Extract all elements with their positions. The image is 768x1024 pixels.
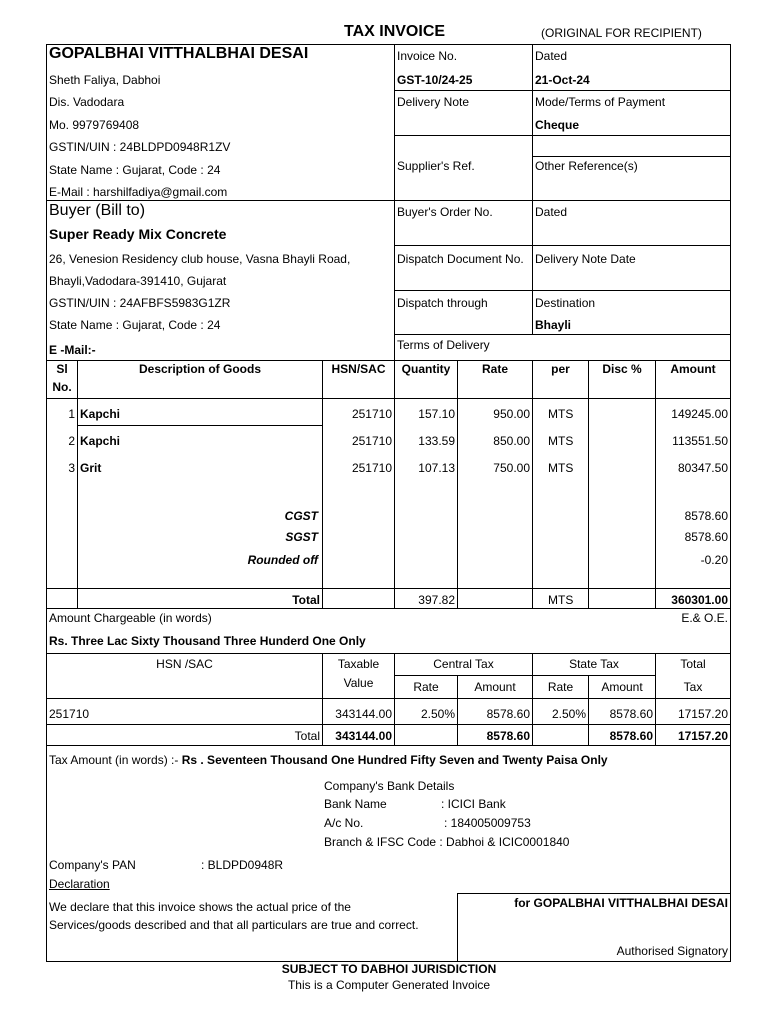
declaration-line1: We declare that this invoice shows the actual price of the xyxy=(49,900,351,914)
item-hsn: 251710 xyxy=(351,407,392,421)
seller-gstin: GSTIN/UIN : 24BLDPD0948R1ZV xyxy=(49,140,231,154)
taxable-header-line2: Value xyxy=(343,676,374,690)
item-per: MTS xyxy=(548,407,574,421)
dated-label: Dated xyxy=(535,49,568,63)
item-qty: 107.13 xyxy=(418,461,455,475)
bank-heading: Company's Bank Details xyxy=(324,779,455,793)
other-ref-label: Other Reference(s) xyxy=(535,159,638,173)
item-qty: 133.59 xyxy=(418,434,455,448)
central-amount-header: Amount xyxy=(474,680,516,694)
buyer-email: E -Mail:- xyxy=(49,343,96,357)
item-sl: 3 xyxy=(68,461,75,475)
amount-words-label: Amount Chargeable (in words) xyxy=(49,611,212,625)
seller-name: GOPALBHAI VITTHALBHAI DESAI xyxy=(49,45,309,62)
tax-row-taxable: 343144.00 xyxy=(335,707,392,721)
state-amount-header: Amount xyxy=(601,680,643,694)
order-dated-label: Dated xyxy=(535,205,568,219)
tax-row-central-rate: 2.50% xyxy=(420,707,455,721)
seller-email: E-Mail : harshilfadiya@gmail.com xyxy=(49,185,228,199)
payment-mode-value: Cheque xyxy=(535,118,580,132)
destination-value: Bhayli xyxy=(535,318,572,332)
taxable-header-line1: Taxable xyxy=(337,657,380,671)
rounded-off-amount: -0.20 xyxy=(700,553,728,567)
destination-label: Destination xyxy=(535,296,596,310)
seller-address-line1: Sheth Faliya, Dabhoi xyxy=(49,73,161,87)
tax-row-state-rate: 2.50% xyxy=(551,707,586,721)
sgst-label: SGST xyxy=(285,530,318,544)
central-rate-header: Rate xyxy=(413,680,439,694)
suppliers-ref-label: Supplier's Ref. xyxy=(397,159,475,173)
jurisdiction-note: SUBJECT TO DABHOI JURISDICTION xyxy=(281,962,497,976)
seller-address-line2: Dis. Vadodara xyxy=(49,95,125,109)
col-rate: Rate xyxy=(481,362,508,376)
dated-value: 21-Oct-24 xyxy=(535,73,590,87)
pan-value: : BLDPD0948R xyxy=(201,858,284,872)
dispatch-through-label: Dispatch through xyxy=(397,296,488,310)
tax-words-value: Rs . Seventeen Thousand One Hundred Fifty Seven and Twenty Paisa Only xyxy=(181,753,608,767)
delivery-note-label: Delivery Note xyxy=(397,95,470,109)
tax-words-label: Tax Amount (in words) :- xyxy=(49,753,182,767)
item-sl: 2 xyxy=(68,434,75,448)
item-hsn: 251710 xyxy=(351,434,392,448)
buyers-order-label: Buyer's Order No. xyxy=(397,205,493,219)
authorised-signatory: Authorised Signatory xyxy=(616,944,728,958)
item-qty: 157.10 xyxy=(418,407,455,421)
tax-total-label: Total xyxy=(294,729,320,743)
item-rate: 850.00 xyxy=(493,434,530,448)
col-disc: Disc % xyxy=(602,362,642,376)
item-rate: 950.00 xyxy=(493,407,530,421)
item-amount: 80347.50 xyxy=(677,461,728,475)
total-tax-header-line1: Total xyxy=(680,657,706,671)
buyer-name: Super Ready Mix Concrete xyxy=(49,226,227,242)
item-per: MTS xyxy=(548,434,574,448)
total-quantity: 397.82 xyxy=(418,593,455,607)
terms-of-delivery-label: Terms of Delivery xyxy=(397,338,490,352)
total-label: Total xyxy=(292,593,320,607)
buyer-heading: Buyer (Bill to) xyxy=(49,202,146,219)
col-amount: Amount xyxy=(670,362,716,376)
item-description: Kapchi xyxy=(80,407,121,421)
amount-words-value: Rs. Three Lac Sixty Thousand Three Hunderd One Only xyxy=(49,634,366,648)
cgst-amount: 8578.60 xyxy=(684,509,728,523)
invoice-no-value: GST-10/24-25 xyxy=(397,73,473,87)
item-amount: 149245.00 xyxy=(671,407,728,421)
seller-state: State Name : Gujarat, Code : 24 xyxy=(49,163,221,177)
tax-row-hsn: 251710 xyxy=(49,707,90,721)
item-hsn: 251710 xyxy=(351,461,392,475)
tax-hsn-header: HSN /SAC xyxy=(156,657,213,671)
item-sl: 1 xyxy=(68,407,75,421)
buyer-state: State Name : Gujarat, Code : 24 xyxy=(49,318,221,332)
tax-total-total: 17157.20 xyxy=(677,729,728,743)
payment-mode-label: Mode/Terms of Payment xyxy=(535,95,666,109)
state-rate-header: Rate xyxy=(547,680,574,694)
total-per: MTS xyxy=(548,593,574,607)
signature-company: for GOPALBHAI VITTHALBHAI DESAI xyxy=(514,896,728,910)
item-description: Kapchi xyxy=(80,434,121,448)
item-rate: 750.00 xyxy=(493,461,530,475)
declaration-line2: Services/goods described and that all particulars are true and correct. xyxy=(49,918,419,932)
col-description: Description of Goods xyxy=(138,362,261,376)
bank-branch: Branch & IFSC Code : Dabhoi & ICIC0001840 xyxy=(324,835,570,849)
tax-row-total: 17157.20 xyxy=(677,707,728,721)
tax-total-state-amount: 8578.60 xyxy=(609,729,653,743)
buyer-address-line1: 26, Venesion Residency club house, Vasna Bhayli Road, xyxy=(49,252,351,266)
total-tax-header-line2: Tax xyxy=(683,680,703,694)
tax-row-central-amount: 8578.60 xyxy=(486,707,530,721)
total-amount: 360301.00 xyxy=(671,593,728,607)
central-tax-header: Central Tax xyxy=(433,657,494,671)
bank-name-value: : ICICI Bank xyxy=(441,797,506,811)
bank-account-label: A/c No. xyxy=(324,816,364,830)
eoe-label: E.& O.E. xyxy=(681,611,728,625)
rounded-off-label: Rounded off xyxy=(247,553,318,567)
dispatch-doc-label: Dispatch Document No. xyxy=(397,252,524,266)
declaration-heading: Declaration xyxy=(49,877,110,891)
tax-total-taxable: 343144.00 xyxy=(335,729,392,743)
cgst-label: CGST xyxy=(284,509,318,523)
invoice-no-label: Invoice No. xyxy=(397,49,458,63)
copy-label: (ORIGINAL FOR RECIPIENT) xyxy=(541,26,702,40)
buyer-address-line2: Bhayli,Vadodara-391410, Gujarat xyxy=(49,274,227,288)
invoice-title: TAX INVOICE xyxy=(344,23,446,40)
delivery-note-date-label: Delivery Note Date xyxy=(535,252,636,266)
col-per: per xyxy=(551,362,570,376)
sgst-amount: 8578.60 xyxy=(684,530,728,544)
col-quantity: Quantity xyxy=(401,362,451,376)
item-amount: 113551.50 xyxy=(672,434,728,448)
bank-name-label: Bank Name xyxy=(324,797,387,811)
col-sl: Sl xyxy=(56,362,68,376)
tax-words xyxy=(49,753,608,767)
seller-mobile: Mo. 9979769408 xyxy=(49,118,140,132)
tax-total-central-amount: 8578.60 xyxy=(486,729,530,743)
pan-label: Company's PAN xyxy=(49,858,136,872)
item-description: Grit xyxy=(80,461,102,475)
state-tax-header: State Tax xyxy=(569,657,619,671)
tax-row-state-amount: 8578.60 xyxy=(609,707,653,721)
col-sl-no: No. xyxy=(52,380,72,394)
buyer-gstin: GSTIN/UIN : 24AFBFS5983G1ZR xyxy=(49,296,231,310)
bank-account-value: : 184005009753 xyxy=(444,816,531,830)
item-per: MTS xyxy=(548,461,574,475)
computer-generated-note: This is a Computer Generated Invoice xyxy=(287,978,491,992)
col-hsn: HSN/SAC xyxy=(331,362,386,376)
